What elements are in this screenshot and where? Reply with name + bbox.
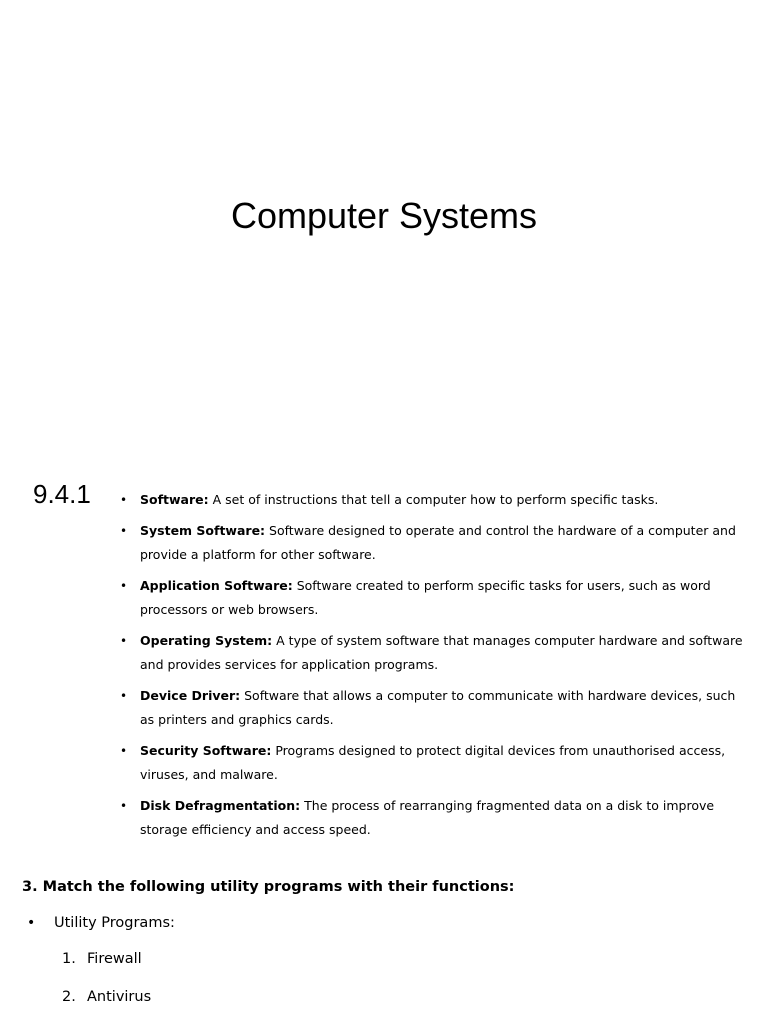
bullet-icon: • bbox=[120, 493, 128, 507]
page-title: Computer Systems bbox=[230, 195, 538, 236]
definition-text: A type of system software that manages computer hardware and software and provides services for application programs. bbox=[140, 633, 743, 672]
bullet-icon: • bbox=[27, 915, 36, 931]
utility-list bbox=[62, 948, 151, 1024]
definition-item bbox=[114, 684, 750, 732]
bullet-icon: • bbox=[120, 524, 128, 538]
bullet-icon: • bbox=[120, 799, 128, 813]
question-heading: 3. Match the following utility programs with their functions: bbox=[22, 879, 515, 895]
definition-item bbox=[114, 794, 750, 842]
utility-heading-label: Utility Programs: bbox=[54, 915, 175, 931]
definition-text: Software that allows a computer to communicate with hardware devices, such as printers and graphics cards. bbox=[140, 688, 736, 727]
list-item-label: Antivirus bbox=[87, 989, 152, 1005]
definition-item bbox=[114, 574, 750, 622]
definition-text: Software designed to operate and control the hardware of a computer and provide a platform for other software. bbox=[140, 523, 736, 562]
definition-term: Disk Defragmentation: bbox=[140, 798, 301, 813]
definition-item bbox=[114, 629, 750, 677]
definition-item bbox=[114, 519, 750, 567]
list-item-number: 2. bbox=[62, 989, 76, 1005]
bullet-icon: • bbox=[120, 579, 128, 593]
list-item-label: Firewall bbox=[87, 951, 142, 967]
definition-text: Software created to perform specific tasks for users, such as word processors or web browsers. bbox=[140, 578, 711, 617]
definition-term: Operating System: bbox=[140, 633, 273, 648]
section-number: 9.4.1 bbox=[33, 479, 91, 509]
definition-text: The process of rearranging fragmented data on a disk to improve storage efficiency and access speed. bbox=[140, 798, 715, 837]
definition-term: System Software: bbox=[140, 523, 266, 538]
bullet-icon: • bbox=[120, 634, 128, 648]
definition-item bbox=[114, 488, 750, 512]
definition-term: Application Software: bbox=[140, 578, 293, 593]
bullet-icon: • bbox=[120, 744, 128, 758]
definition-text: Programs designed to protect digital devices from unauthorised access, viruses, and malware. bbox=[140, 743, 726, 782]
list-item bbox=[62, 948, 151, 970]
definition-term: Security Software: bbox=[140, 743, 272, 758]
utility-heading bbox=[27, 912, 175, 934]
definition-list bbox=[114, 488, 750, 849]
list-item-number: 1. bbox=[62, 951, 76, 967]
definition-item bbox=[114, 739, 750, 787]
definition-term: Software: bbox=[140, 492, 209, 507]
definition-term: Device Driver: bbox=[140, 688, 241, 703]
definition-text: A set of instructions that tell a computer how to perform specific tasks. bbox=[208, 492, 659, 507]
list-item bbox=[62, 986, 151, 1008]
bullet-icon: • bbox=[120, 689, 128, 703]
